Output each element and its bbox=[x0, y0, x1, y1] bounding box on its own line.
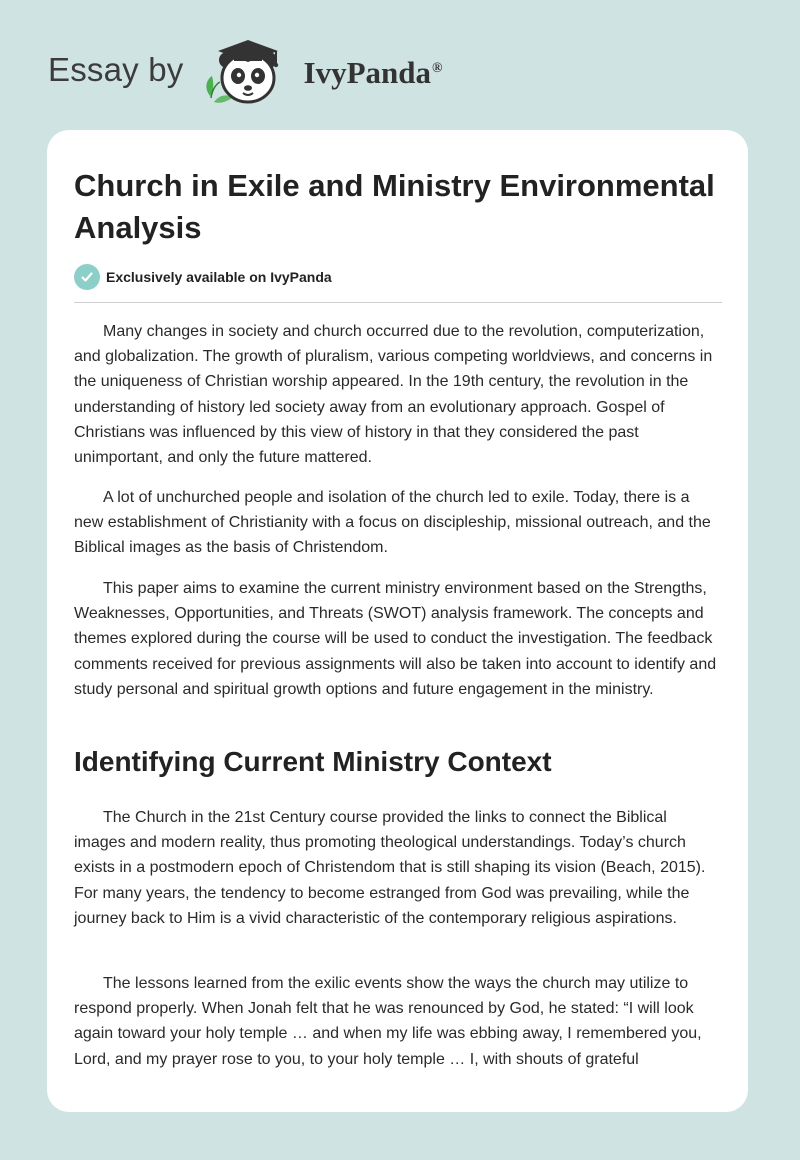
brand-name: IvyPanda® bbox=[303, 55, 443, 90]
exclusive-badge bbox=[74, 264, 332, 290]
body-paragraph: This paper aims to examine the current ministry environment based on the Strengths, Weaknesses, Opportunities, and Threats (SWOT) analysis framework. The concepts and themes explored during the course will be used to conduct the investigation. The feedback comments received for previous assignments will also be taken into account to identify and study personal and spiritual growth options and future engagement in the ministry. bbox=[74, 580, 717, 698]
site-header bbox=[48, 36, 442, 108]
exclusive-badge-label: Exclusively available on IvyPanda bbox=[106, 269, 332, 285]
body-paragraph: The lessons learned from the exilic events show the ways the church may utilize to respond properly. When Jonah felt that he was renounced by God, he stated: “I will look again toward your holy temple … and when my life was ebbing away, I remembered you, Lord, and my prayer rose to you, to your holy temple … I, with shouts of grateful bbox=[74, 975, 702, 1068]
body-paragraph: The Church in the 21st Century course provided the links to connect the Biblical images and modern reality, thus promoting theological understandings. Today’s church exists in a postmodern epoch of Christendom that is still shaping its vision (Beach, 2015). For many years, the tendency to become estranged from God was prevailing, while the journey back to Him is a vivid characteristic of the contemporary religious aspirations. bbox=[74, 809, 706, 927]
brand-prefix: Essay by bbox=[48, 51, 184, 88]
divider bbox=[74, 302, 722, 303]
body-paragraph: Many changes in society and church occurred due to the revolution, computerization, and globalization. The growth of pluralism, various competing worldviews, and concerns in the uniqueness of Christian worship appeared. In the 19th century, the revolution in the understanding of history led society away from an evolutionary approach. Gospel of Christians was influenced by this view of history in that they considered the past unimportant, and only the future mattered. bbox=[74, 323, 713, 467]
article-card bbox=[47, 130, 748, 1112]
checkmark-icon bbox=[74, 264, 100, 290]
ivypanda-logo-icon[interactable] bbox=[200, 36, 300, 108]
body-paragraph: A lot of unchurched people and isolation of the church led to exile. Today, there is a new establishment of Christianity with a focus on discipleship, missional outreach, and the Biblical images as the basis of Christendom. bbox=[74, 489, 711, 557]
article-title: Church in Exile and Ministry Environmental Analysis bbox=[74, 168, 715, 245]
section-heading: Identifying Current Ministry Context bbox=[74, 746, 552, 777]
